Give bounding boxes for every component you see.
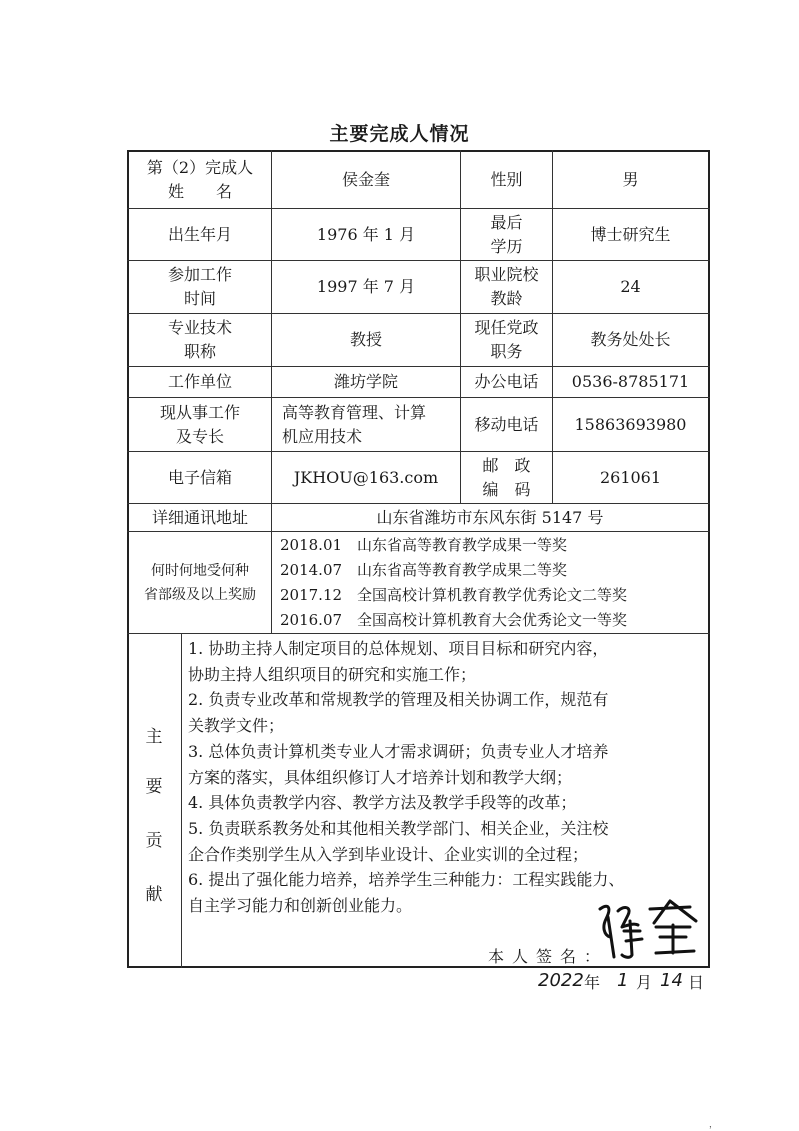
date-day-unit: 日 — [688, 973, 705, 992]
award-item: 2017.12 全国高校计算机教育教学优秀论文二等奖 — [280, 585, 628, 604]
specialty-value-line1: 高等教育管理、计算 — [282, 402, 427, 422]
award-item: 2018.01 山东省高等教育教学成果一等奖 — [280, 535, 568, 554]
specialty-label — [129, 398, 271, 451]
email-label: 电子信箱 — [167, 467, 232, 487]
contrib-line: 方案的落实，具体组织修订人才培养计划和教学大纲； — [188, 767, 573, 787]
teaching-years-value: 24 — [620, 277, 641, 296]
contrib-line: 3. 总体负责计算机类专业人才需求调研；负责专业人才培养 — [188, 741, 609, 761]
signature-label: 本人签名： — [488, 947, 609, 966]
work-start-value: 1997 年 7 月 — [316, 277, 416, 296]
unit-value: 潍坊学院 — [333, 372, 398, 391]
contrib-line: 6. 提出了强化能力培养，培养学生三种能力：工程实践能力、 — [188, 870, 625, 890]
contrib-line: 企合作类别学生从入学到毕业设计、企业实训的全过程； — [188, 844, 589, 864]
position-label-line1: 现任党政 — [474, 318, 539, 337]
contributions-text — [188, 636, 700, 919]
handwritten-signature — [594, 897, 704, 961]
postcode-label-line1: 邮 政 — [482, 455, 531, 475]
awards-list — [272, 532, 708, 633]
specialty-value — [272, 398, 460, 451]
education-label-line2: 学历 — [490, 236, 523, 256]
pro-title-value: 教授 — [349, 330, 382, 349]
row-divider — [127, 633, 710, 634]
contrib-side-char: 主 — [145, 727, 163, 747]
work-start-label-line2: 时间 — [183, 289, 216, 308]
contrib-line: 5. 负责联系教务处和其他相关教学部门、相关企业，关注校 — [188, 818, 609, 838]
position-label — [461, 314, 552, 366]
work-start-label-line1: 参加工作 — [167, 265, 232, 284]
contrib-side-char: 要 — [145, 777, 163, 797]
awards-label-line2: 省部级及以上奖励 — [144, 586, 256, 603]
pro-title-label — [129, 314, 271, 366]
address-label: 详细通讯地址 — [151, 507, 248, 527]
contrib-line: 1. 协助主持人制定项目的总体规划、项目目标和研究内容， — [188, 639, 609, 658]
teaching-years-label — [461, 261, 552, 313]
contrib-line: 关教学文件； — [188, 716, 285, 736]
contrib-line: 协助主持人组织项目的研究和实施工作； — [188, 664, 477, 684]
name-label-line2: 姓 名 — [167, 182, 232, 201]
contrib-line: 4. 具体负责教学内容、教学方法及教学手段等的改革； — [188, 793, 577, 813]
award-item: 2014.07 山东省高等教育教学成果二等奖 — [280, 560, 568, 579]
mobile-phone-label: 移动电话 — [474, 414, 539, 434]
specialty-label-line2: 及专长 — [175, 426, 224, 446]
address-value: 山东省潍坊市东风东街 5147 号 — [376, 507, 604, 527]
date-year: 2022 — [538, 970, 584, 991]
specialty-label-line1: 现从事工作 — [159, 402, 240, 422]
office-phone-value: 0536-8785171 — [571, 372, 690, 391]
column-divider — [181, 633, 182, 968]
unit-label: 工作单位 — [167, 372, 232, 391]
position-label-line2: 职务 — [490, 342, 523, 361]
name-label-line1: 第（2）完成人 — [146, 158, 254, 177]
education-label — [461, 209, 552, 260]
awards-label — [129, 532, 271, 633]
name-value: 侯金奎 — [341, 170, 390, 189]
pro-title-label-line1: 专业技术 — [167, 318, 232, 337]
teaching-years-label-line1: 职业院校 — [474, 265, 539, 284]
position-value: 教务处处长 — [590, 330, 671, 349]
postcode-label — [461, 452, 552, 503]
education-value: 博士研究生 — [590, 224, 671, 244]
email-value: JKHOU@163.com — [293, 467, 439, 487]
mobile-phone-value: 15863693980 — [574, 414, 687, 434]
date-year-unit: 年 — [584, 973, 601, 992]
education-label-line1: 最后 — [490, 212, 523, 232]
gender-label: 性别 — [490, 170, 523, 189]
award-item: 2016.07 全国高校计算机教育大会优秀论文一等奖 — [280, 610, 628, 629]
date-month-unit: 月 — [636, 973, 653, 992]
office-phone-label: 办公电话 — [474, 372, 539, 391]
teaching-years-label-line2: 教龄 — [490, 289, 523, 308]
contrib-side-char: 贡 — [145, 831, 163, 851]
awards-label-line1: 何时何地受何种 — [151, 562, 249, 579]
page-title: 主要完成人情况 — [329, 123, 470, 145]
date-month: 1 — [617, 970, 629, 991]
contrib-line: 2. 负责专业改革和常规教学的管理及相关协调工作，规范有 — [188, 690, 609, 710]
birth-label: 出生年月 — [167, 224, 232, 244]
specialty-value-line2: 机应用技术 — [282, 426, 363, 446]
postcode-label-line2: 编 码 — [482, 479, 531, 499]
pro-title-label-line2: 职称 — [183, 342, 216, 361]
gender-value: 男 — [622, 170, 639, 189]
footer-mark: ， — [709, 1120, 719, 1130]
work-start-label — [129, 261, 271, 313]
postcode-value: 261061 — [599, 467, 662, 487]
birth-value: 1976 年 1 月 — [316, 224, 416, 244]
name-label — [129, 152, 271, 208]
contrib-line: 自主学习能力和创新创业能力。 — [188, 896, 413, 916]
contrib-side-char: 献 — [145, 885, 163, 905]
date-day: 14 — [660, 970, 683, 991]
